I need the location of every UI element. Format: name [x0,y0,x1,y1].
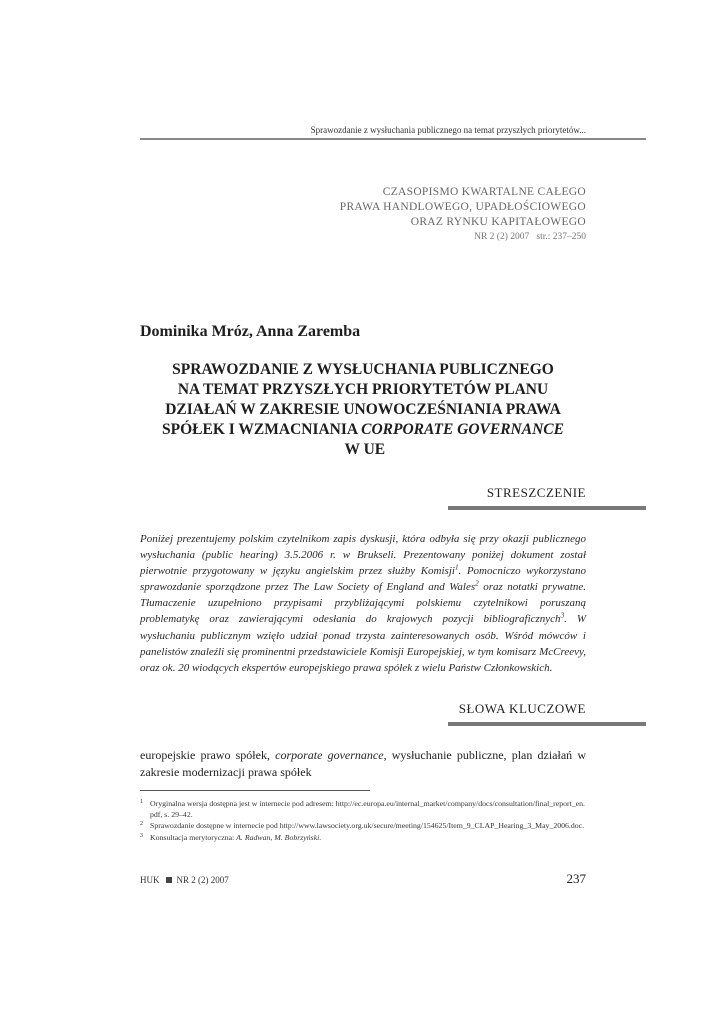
abstract-part-3: oraz notatki prywatne. Tłumaczenie uzupełniono przypisami przybliżającymi polskiemu czytelnikowi poruszaną problematykę oraz zawierającymi odesłania do krajowych pozycji bibliograficznych [140,581,586,626]
article-title [140,360,586,460]
footnote-ref-3: 3 [560,611,565,620]
footnote-3-number: 3 [140,832,143,839]
keywords-heading-rule [448,722,646,726]
keywords-part-1: europejskie prawo spółek, [140,748,276,762]
footnote-3-italic: A. Radwan, M. Bobrzyński. [236,832,322,842]
footer-journal-abbr: HUK [140,875,160,885]
journal-line-2: PRAWA HANDLOWEGO, UPADŁOŚCIOWEGO [339,201,586,213]
keywords-part-2: , wysłuchanie publiczne, plan działań w zakresie modernizacji prawa spółek [140,748,586,779]
square-bullet-icon [166,877,172,883]
title-line-2: NA TEMAT PRZYSZŁYCH PRIORYTETÓW PLANU [177,381,549,398]
journal-info [300,185,586,245]
footnote-1-number: 1 [140,799,143,805]
title-line-4-italic: CORPORATE GOVERNANCE [361,421,564,438]
abstract-part-2: . Pomocniczo wykorzystano sprawozdanie sporządzone przez The Law Society of England and Wales [140,565,586,594]
article-authors: Dominika Mróz, Anna Zaremba [140,323,361,340]
keywords-heading: SŁOWA KLUCZOWE [458,701,586,716]
title-line-4-suffix: W UE [340,441,386,458]
footnote-2-text: Sprawozdanie dostępne w internecie pod http://www.lawsociety.org.uk/secure/meeting/154625/Item_9_CLAP_Hearing_3_May_2006.doc. [150,821,585,831]
abstract-body [140,531,586,676]
abstract-part-1: Poniżej prezentujemy polskim czytelnikom zapis dyskusji, która odbyła się przy okazji publicznego wysłuchania (public hearing) 3.5.2006 r. w Brukseli. Prezentowany poniżej dokument został pierwotnie przygotowany w języku angielskim przez służby Komisji [140,533,586,578]
footnote-1-text: Oryginalna wersja dostępna jest w internecie pod adresem: http://ec.europa.eu/internal_market/company/docs/consultation/final_report_en.pdf, s. 29–42. [150,799,585,820]
abstract-heading-rule [448,506,646,510]
footnote-3 [140,832,586,843]
keywords-body [140,747,586,781]
keywords-italic: corporate governance [275,748,384,762]
footnote-3-prefix: Konsultacja merytoryczna: [150,832,237,842]
footnote-separator [140,790,370,791]
footnote-ref-2: 2 [475,579,479,588]
footnote-1 [140,798,586,820]
journal-issue: NR 2 (2) 2007 str.: 237–250 [474,232,586,242]
abstract-heading: STRESZCZENIE [486,485,586,500]
header-rule [140,138,646,140]
title-line-4-prefix: SPÓŁEK I WZMACNIANIA [162,421,362,438]
journal-line-3: ORAZ RYNKU KAPITAŁOWEGO [410,216,586,228]
page-footer [140,875,229,885]
page-number: 237 [566,871,586,886]
footer-issue: NR 2 (2) 2007 [176,875,229,885]
abstract-part-4: . W wysłuchaniu publicznym wzięło udział ponad trzysta zainteresowanych osób. Wśród mówców i panelistów znaleźli się prominentni przedstawiciele Komisji Europejskiej, w tym komisarz McCreevy, oraz ok. 20 wiodących ekspertów europejskiego prawa spółek z wielu Państw Członkowskich. [140,613,587,674]
title-line-3: DZIAŁAŃ W ZAKRESIE UNOWOCZEŚNIANIA PRAWA [165,401,561,418]
title-line-4 [140,420,586,460]
footnotes [140,798,586,843]
journal-line-1: CZASOPISMO KWARTALNE CAŁEGO [382,186,586,198]
running-header: Sprawozdanie z wysłuchania publicznego na temat przyszłych priorytetów... [310,125,586,135]
footnote-ref-1: 1 [454,563,459,572]
footnote-2-number: 2 [140,821,143,828]
title-line-1: SPRAWOZDANIE Z WYSŁUCHANIA PUBLICZNEGO [172,361,554,378]
footnote-2 [140,820,586,831]
